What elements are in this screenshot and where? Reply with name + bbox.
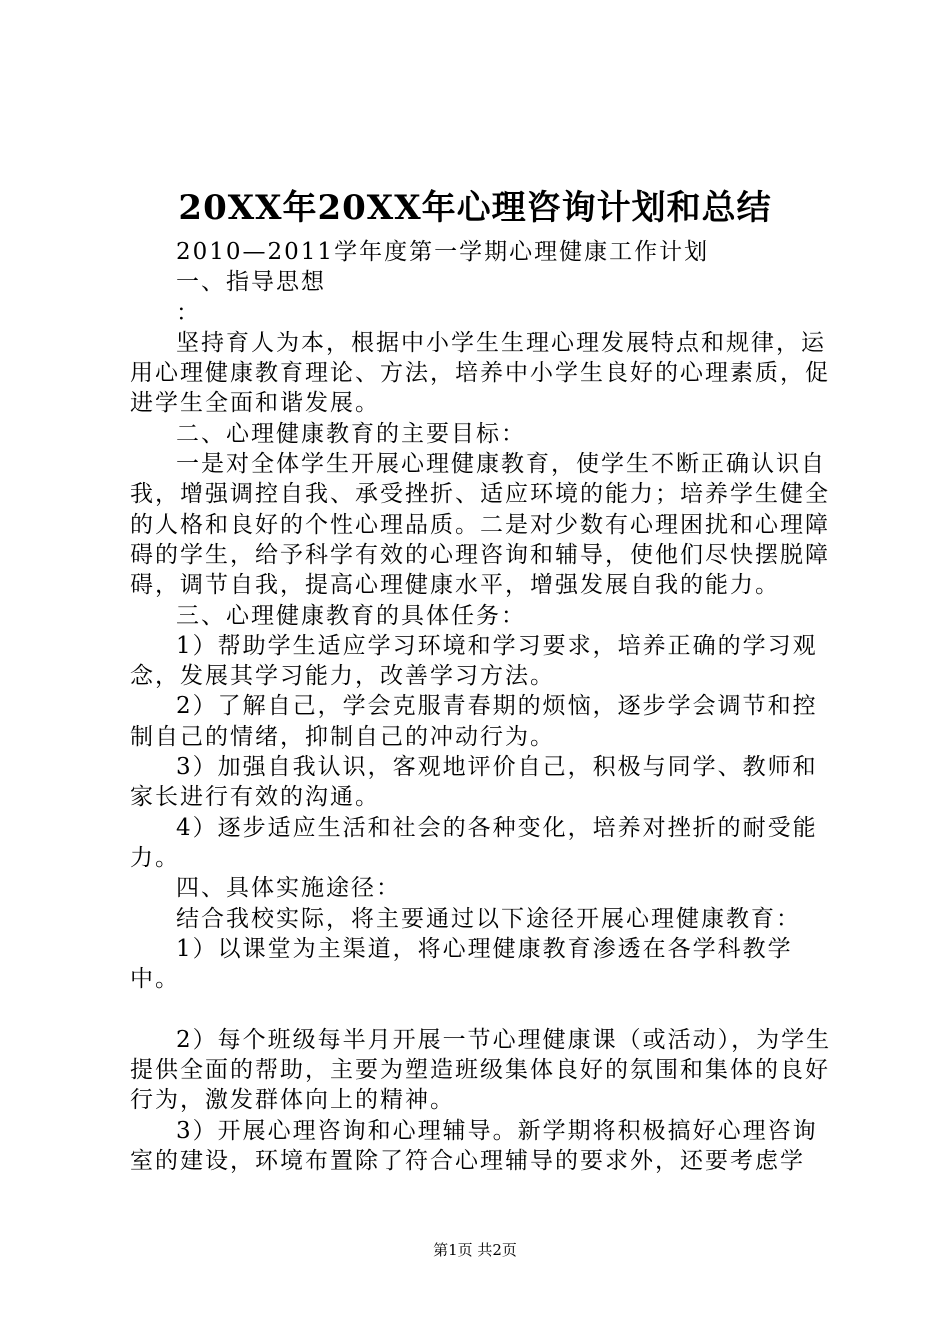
paragraph: 结合我校实际，将主要通过以下途径开展心理健康教育： <box>176 905 801 932</box>
section-heading-3: 三、心理健康教育的具体任务： <box>176 602 526 629</box>
blank-line <box>130 994 840 1024</box>
paragraph: 坚持育人为本，根据中小学生生理心理发展特点和规律，运用心理健康教育理论、方法，培养中小学生良好的心理素质，促进学生全面和谐发展。 <box>130 329 830 417</box>
paragraph: 一是对全体学生开展心理健康教育，使学生不断正确认识自我，增强调控自我、承受挫折、适应环境的能力；培养学生健全的人格和良好的个性心理品质。二是对少数有心理困扰和心理障碍的学生，给予科学有效的心理咨询和辅导，使他们尽快摆脱障碍，调节自我，提高心理健康水平，增强发展自我的能力。 <box>130 451 830 599</box>
list-item: 1）以课堂为主渠道，将心理健康教育渗透在各学科教学中。 <box>130 935 793 993</box>
list-item: 2）每个班级每半月开展一节心理健康课（或活动），为学生提供全面的帮助，主要为塑造班级集体良好的氛围和集体的良好行为，激发群体向上的精神。 <box>130 1026 832 1114</box>
paragraph-colon: ： <box>176 299 201 326</box>
section-heading-2: 二、心理健康教育的主要目标： <box>176 420 526 447</box>
list-item: 3）加强自我认识，客观地评价自己，积极与同学、教师和家长进行有效的沟通。 <box>130 754 818 811</box>
document-body <box>130 237 840 1176</box>
list-item: 1）帮助学生适应学习环境和学习要求，培养正确的学习观念，发展其学习能力，改善学习方法。 <box>130 632 818 690</box>
section-heading-4: 四、具体实施途径： <box>176 875 401 902</box>
list-item: 4）逐步适应生活和社会的各种变化，培养对挫折的耐受能力。 <box>130 814 818 871</box>
section-heading-1: 一、指导思想 <box>176 269 326 296</box>
page-footer: 第1页 共2页 <box>433 1241 517 1259</box>
list-item: 3）开展心理咨询和心理辅导。新学期将积极搞好心理咨询室的建设，环境布置除了符合心理辅导的要求外，还要考虑学 <box>130 1117 818 1174</box>
list-item: 2）了解自己，学会克服青春期的烦恼，逐步学会调节和控制自己的情绪，抑制自己的冲动行为。 <box>130 693 818 750</box>
document-title: 20XX年20XX年心理咨询计划和总结 <box>178 188 772 228</box>
paragraph-subtitle: 2010—2011学年度第一学期心理健康工作计划 <box>176 239 710 265</box>
